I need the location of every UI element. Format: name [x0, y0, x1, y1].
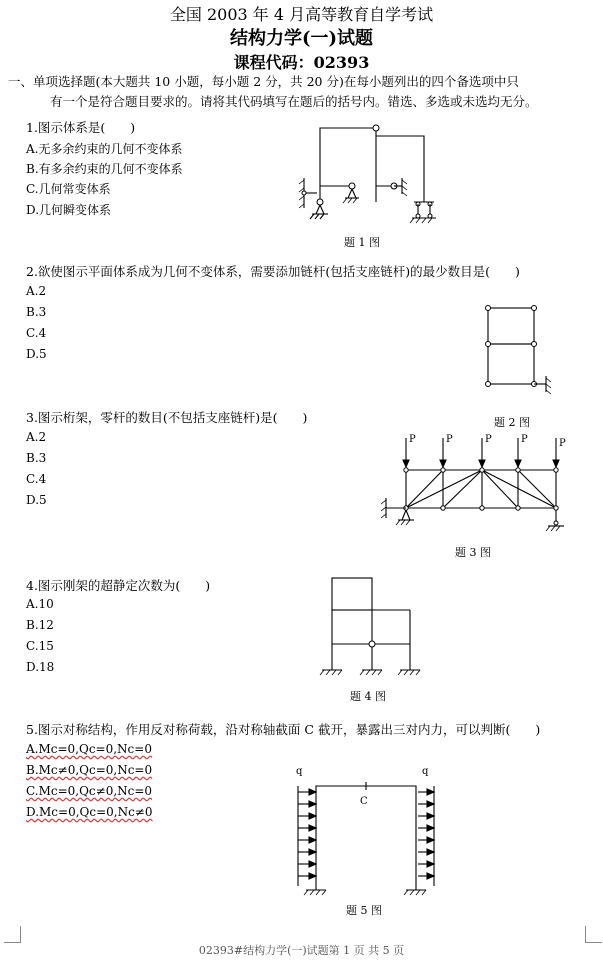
- corner-mark-bottom-right: [585, 926, 602, 943]
- figure-3-load-label-1: P: [409, 434, 416, 445]
- question-4-stem: 4.图示刚架的超静定次数为( ): [26, 578, 211, 593]
- question-2-option-a: A.2: [26, 284, 47, 298]
- figure-3-truss: [372, 432, 577, 542]
- course-code: 课程代码：02393: [233, 53, 370, 72]
- question-5-option-c: C.Mc=0,Qc≠0,Nc=0: [26, 784, 153, 798]
- question-4-option-b: B.12: [26, 618, 54, 632]
- question-5-option-d: D.Mc=0,Qc=0,Nc≠0: [26, 805, 153, 819]
- corner-mark-bottom-left: [4, 926, 21, 943]
- question-3-stem: 3.图示桁架，零杆的数目(不包括支座链杆)是( ): [26, 410, 308, 425]
- question-2-stem: 2.欲使图示平面体系成为几何不变体系，需要添加链杆(包括支座链杆)的最少数目是( ): [26, 264, 520, 279]
- question-1-option-a: A.无多余约束的几何不变体系: [26, 142, 183, 156]
- figure-5-right-load-arrows: [418, 789, 434, 879]
- question-3-option-c: C.4: [26, 472, 47, 486]
- figure-4-frame: [312, 574, 422, 684]
- question-2-option-b: B.3: [26, 305, 47, 319]
- question-1-option-d: D.几何瞬变体系: [26, 203, 112, 217]
- section-instruction-line2: 有一个是符合题目要求的。请将其代码填写在题后的括号内。错选、多选或未选均无分。: [50, 94, 538, 109]
- question-4-option-c: C.15: [26, 639, 54, 653]
- question-3-option-b: B.3: [26, 451, 47, 465]
- question-3-option-d: D.5: [26, 493, 47, 507]
- figure-5-section-label: C: [360, 796, 368, 807]
- figure-5-left-load-arrows: [298, 789, 316, 879]
- figure-4-caption: 题 4 图: [350, 690, 386, 703]
- question-1-option-c: C.几何常变体系: [26, 182, 111, 196]
- figure-3-caption: 题 3 图: [455, 546, 491, 559]
- question-1-option-b: B.有多余约束的几何不变体系: [26, 162, 183, 176]
- figure-3-load-arrows: [403, 438, 559, 467]
- figure-5-load-label-left: q: [296, 766, 303, 777]
- question-1-stem: 1.图示体系是( ): [26, 120, 136, 135]
- figure-2-caption: 题 2 图: [494, 416, 530, 429]
- figure-3-load-label-4: P: [521, 434, 528, 445]
- question-2-option-d: D.5: [26, 347, 47, 361]
- question-5-option-b: B.Mc≠0,Qc=0,Nc=0: [26, 763, 153, 777]
- figure-5-load-label-right: q: [422, 766, 429, 777]
- figure-3-load-label-2: P: [446, 434, 453, 445]
- question-4-option-d: D.18: [26, 660, 55, 674]
- section-instruction-line1: 一、单项选择题(本大题共 10 小题，每小题 2 分，共 20 分)在每小题列出的四个备选项中只: [8, 74, 519, 89]
- question-3-option-a: A.2: [26, 430, 47, 444]
- figure-5-caption: 题 5 图: [346, 904, 382, 917]
- figure-5-frame: [290, 760, 440, 906]
- page-footer: 02393#结构力学(一)试题第 1 页 共 5 页: [198, 944, 405, 957]
- subject-title: 结构力学(一)试题: [229, 28, 374, 49]
- exam-title: 全国 2003 年 4 月高等教育自学考试: [169, 5, 434, 24]
- figure-1-caption: 题 1 图: [344, 236, 380, 249]
- figure-3-load-label-3: P: [485, 434, 492, 445]
- figure-1-frame: [290, 118, 450, 230]
- question-2-option-c: C.4: [26, 326, 47, 340]
- question-5-stem: 5.图示对称结构，作用反对称荷载，沿对称轴截面 C 截开，暴露出三对内力，可以判断( ): [26, 722, 541, 737]
- question-4-option-a: A.10: [26, 597, 54, 611]
- figure-3-load-label-5: P: [559, 438, 566, 449]
- figure-2-frame: [470, 300, 570, 410]
- question-5-option-a: A.Mc=0,Qc=0,Nc=0: [26, 742, 152, 756]
